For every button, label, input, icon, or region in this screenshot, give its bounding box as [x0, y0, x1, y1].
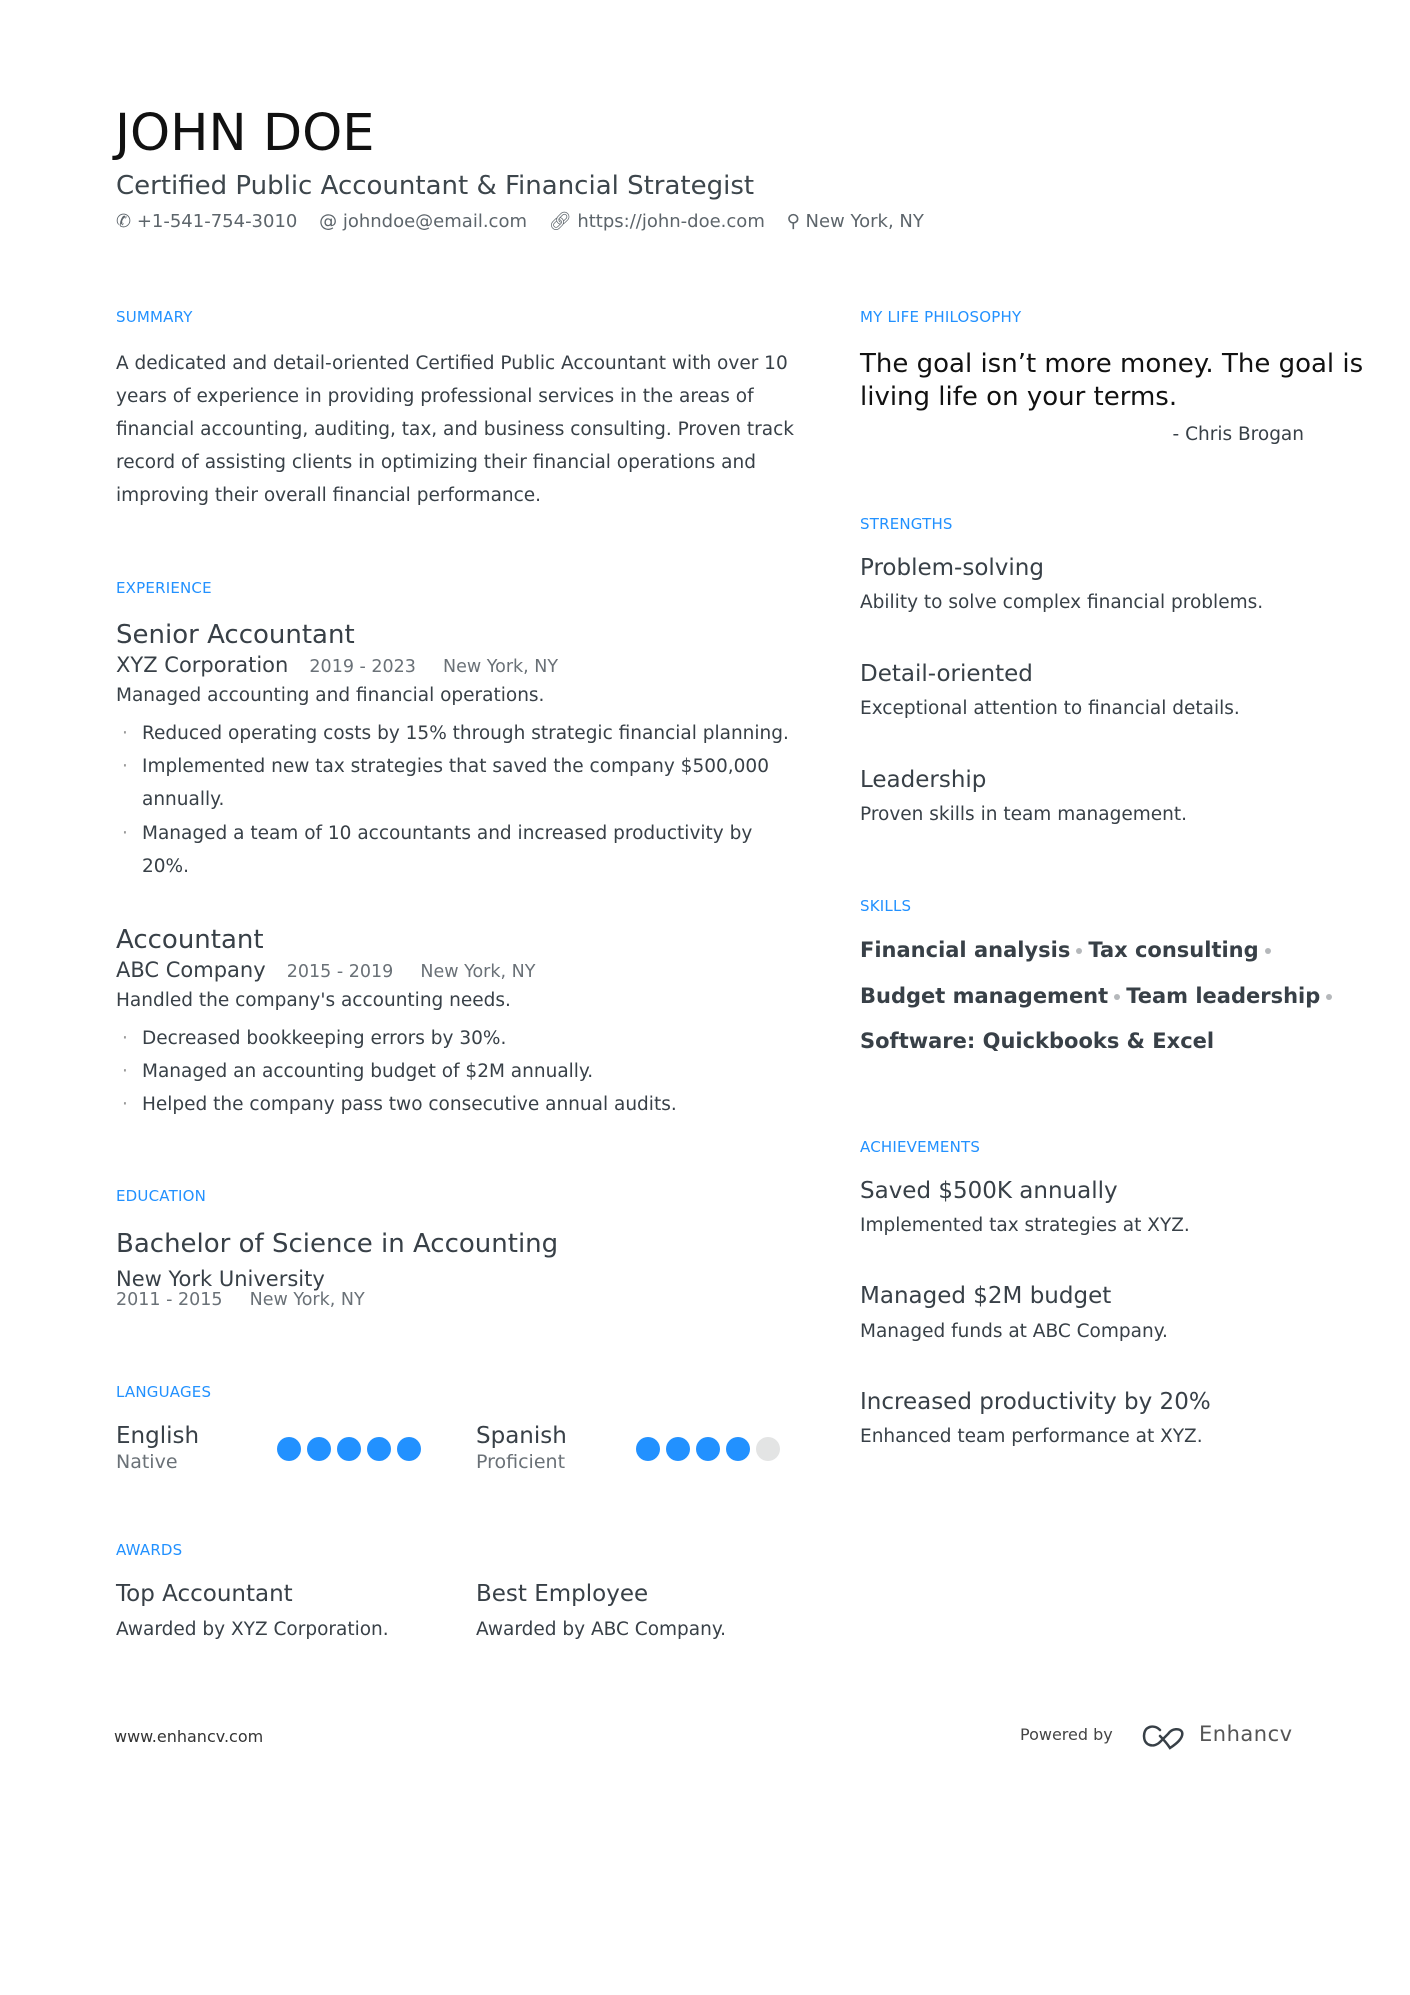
job-location: New York, NY	[443, 657, 559, 677]
powered-by: Powered by	[1020, 1725, 1113, 1744]
phone[interactable]: +1-541-754-3010	[136, 211, 298, 232]
summary-line: A dedicated and detail-oriented Certified Public Accountant with over 10	[116, 353, 788, 374]
language-rating	[277, 1437, 427, 1468]
job-meta	[116, 954, 535, 988]
rating-dot-filled	[696, 1437, 720, 1461]
award-desc: Awarded by XYZ Corporation.	[116, 1619, 389, 1640]
candidate-title: Certified Public Accountant & Financial Strategist	[116, 171, 755, 201]
language-name: English	[116, 1423, 200, 1449]
language-level: Proficient	[476, 1451, 566, 1473]
quote-line: The goal isn’t more money. The goal is	[860, 349, 1364, 379]
education-meta	[116, 1286, 365, 1314]
separator-dot	[1265, 948, 1271, 954]
skill-item: Financial analysis	[860, 938, 1071, 962]
location-pin-icon: ⚲	[786, 211, 800, 232]
skills-row	[860, 980, 1338, 1012]
email-icon: @	[319, 211, 338, 232]
summary-line: record of assisting clients in optimizing their financial operations and	[116, 452, 756, 473]
email[interactable]: johndoe@email.com	[342, 211, 527, 232]
job-bullet: · Managed a team of 10 accountants and increased productivity by	[142, 817, 752, 850]
job-bullet: · Helped the company pass two consecutive annual audits.	[142, 1088, 677, 1121]
job-bullet-cont: 20%.	[142, 856, 189, 877]
rating-dot-filled	[337, 1437, 361, 1461]
website[interactable]: https://john-doe.com	[577, 211, 765, 232]
job-role: Senior Accountant	[116, 620, 355, 650]
skills-row	[860, 1025, 1214, 1057]
achievement-desc: Implemented tax strategies at XYZ.	[860, 1215, 1190, 1236]
location: New York, NY	[805, 211, 924, 232]
philosophy-quote	[860, 348, 1363, 414]
job-description: Handled the company's accounting needs.	[116, 990, 511, 1011]
award-title: Top Accountant	[116, 1581, 293, 1607]
strength-desc: Ability to solve complex financial problems.	[860, 592, 1264, 613]
strength-title: Detail-oriented	[860, 661, 1033, 687]
language-name: Spanish	[476, 1423, 567, 1449]
strength-title: Leadership	[860, 767, 987, 793]
skill-item: Tax consulting	[1088, 938, 1259, 962]
rating-dot-filled	[726, 1437, 750, 1461]
enhancv-brand[interactable]: Enhancv	[1199, 1722, 1293, 1746]
language-level: Native	[116, 1451, 178, 1473]
achievement-title: Saved $500K annually	[860, 1178, 1118, 1204]
enhancv-logo-icon	[1140, 1722, 1188, 1750]
job-company: XYZ Corporation	[116, 653, 289, 677]
languages-heading: LANGUAGES	[116, 1383, 212, 1401]
quote-author: - Chris Brogan	[1172, 424, 1304, 445]
rating-dot-filled	[636, 1437, 660, 1461]
separator-dot	[1326, 994, 1332, 1000]
job-dates: 2015 - 2019	[286, 962, 394, 982]
rating-dot-filled	[307, 1437, 331, 1461]
degree: Bachelor of Science in Accounting	[116, 1229, 559, 1259]
job-bullet: · Implemented new tax strategies that saved the company $500,000	[142, 750, 769, 783]
rating-dot-empty	[756, 1437, 780, 1461]
strengths-heading: STRENGTHS	[860, 515, 953, 533]
job-company: ABC Company	[116, 958, 266, 982]
job-bullet-cont: annually.	[142, 789, 225, 810]
phone-icon: ✆	[116, 211, 132, 232]
job-bullet: · Managed an accounting budget of $2M annually.	[142, 1055, 593, 1088]
job-location: New York, NY	[420, 962, 536, 982]
strength-title: Problem-solving	[860, 555, 1044, 581]
job-bullet: · Reduced operating costs by 15% through strategic financial planning.	[142, 717, 789, 750]
achievement-desc: Managed funds at ABC Company.	[860, 1321, 1168, 1342]
award-title: Best Employee	[476, 1581, 649, 1607]
skills-heading: SKILLS	[860, 897, 912, 915]
achievement-title: Increased productivity by 20%	[860, 1389, 1211, 1415]
skill-item: Budget management	[860, 984, 1109, 1008]
strength-desc: Exceptional attention to financial details.	[860, 698, 1240, 719]
quote-line: living life on your terms.	[860, 382, 1178, 412]
achievement-title: Managed $2M budget	[860, 1283, 1112, 1309]
rating-dot-filled	[277, 1437, 301, 1461]
summary-text	[116, 347, 794, 512]
link-icon: 🔗︎	[548, 211, 572, 232]
separator-dot	[1114, 994, 1120, 1000]
award-desc: Awarded by ABC Company.	[476, 1619, 727, 1640]
job-meta	[116, 649, 558, 683]
job-description: Managed accounting and financial operations.	[116, 685, 545, 706]
achievement-desc: Enhanced team performance at XYZ.	[860, 1426, 1203, 1447]
language-rating	[636, 1437, 786, 1468]
skill-item: Software: Quickbooks & Excel	[860, 1029, 1215, 1053]
rating-dot-filled	[666, 1437, 690, 1461]
rating-dot-filled	[397, 1437, 421, 1461]
summary-line: financial accounting, auditing, tax, and business consulting. Proven track	[116, 419, 794, 440]
experience-heading: EXPERIENCE	[116, 579, 212, 597]
separator-dot	[1076, 948, 1082, 954]
candidate-name: JOHN DOE	[115, 104, 375, 163]
achievements-heading: ACHIEVEMENTS	[860, 1138, 981, 1156]
job-dates: 2019 - 2023	[309, 657, 416, 677]
summary-line: improving their overall financial performance.	[116, 485, 542, 506]
job-bullet: · Decreased bookkeeping errors by 30%.	[142, 1022, 506, 1055]
awards-heading: AWARDS	[116, 1541, 183, 1559]
strength-desc: Proven skills in team management.	[860, 804, 1188, 825]
contact-row	[116, 206, 924, 238]
education-heading: EDUCATION	[116, 1187, 206, 1205]
summary-heading: SUMMARY	[116, 308, 193, 326]
footer-website[interactable]: www.enhancv.com	[114, 1727, 264, 1746]
rating-dot-filled	[367, 1437, 391, 1461]
job-role: Accountant	[116, 925, 264, 955]
summary-line: years of experience in providing professional services in the areas of	[116, 386, 754, 407]
skills-row	[860, 934, 1277, 966]
philosophy-heading: MY LIFE PHILOSOPHY	[860, 308, 1022, 326]
skill-item: Team leadership	[1126, 984, 1321, 1008]
education-location: New York, NY	[249, 1290, 365, 1310]
education-dates: 2011 - 2015	[116, 1290, 223, 1310]
school: New York University	[116, 1267, 325, 1291]
